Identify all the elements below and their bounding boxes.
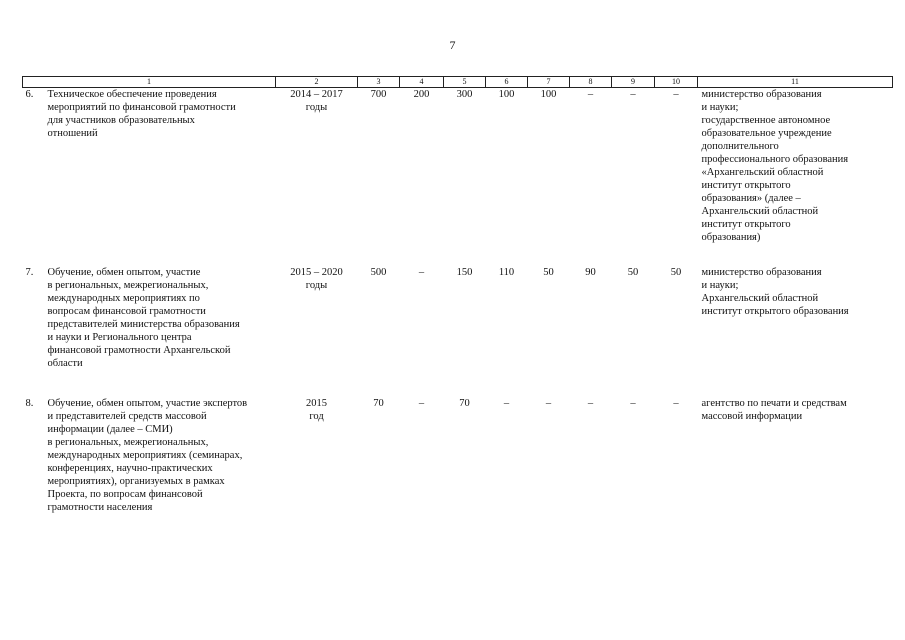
- responsible-line: Архангельский областной: [701, 206, 819, 217]
- value-col-9: –: [630, 89, 636, 100]
- value-col-3: 700: [370, 89, 387, 100]
- responsible-cell: [698, 397, 893, 527]
- description-line: в региональных, межрегиональных,: [47, 437, 209, 448]
- responsible-line: институт открытого образования: [701, 306, 849, 317]
- description-line: конференциях, научно-практических: [47, 463, 213, 474]
- value-col-9: 50: [627, 267, 639, 278]
- description-line: международных мероприятиях (семинарах,: [47, 450, 243, 461]
- period-cell: [276, 397, 358, 527]
- responsible-line: «Архангельский областной: [701, 167, 824, 178]
- value-col-10: 50: [670, 267, 682, 278]
- header-cell-5: 5: [444, 77, 486, 88]
- header-cell-3: 3: [358, 77, 400, 88]
- description-line: мероприятиях), организуемых в рамках: [47, 476, 225, 487]
- header-cell-2: 2: [276, 77, 358, 88]
- responsible-cell: [698, 88, 893, 267]
- responsible-line: Архангельский областной: [701, 293, 819, 304]
- table-row: [23, 266, 893, 397]
- description-line: для участников образовательных: [47, 115, 195, 126]
- description-line: грамотности населения: [47, 502, 153, 513]
- header-cell-10: 10: [655, 77, 698, 88]
- period-unit: годы: [305, 102, 328, 113]
- description-line: информации (далее – СМИ): [47, 424, 173, 435]
- value-col-5: 300: [456, 89, 473, 100]
- responsible-line: институт открытого: [701, 180, 791, 191]
- description-line: международных мероприятиях по: [47, 293, 200, 304]
- period-unit: годы: [305, 280, 328, 291]
- description-line: в региональных, межрегиональных,: [47, 280, 209, 291]
- header-cell-4: 4: [400, 77, 444, 88]
- period-unit: год: [309, 411, 324, 422]
- period-cell: [276, 266, 358, 397]
- value-col-7: 50: [543, 267, 554, 278]
- value-col-7: 100: [540, 89, 557, 100]
- program-table: [22, 76, 893, 527]
- responsible-line: и науки;: [701, 280, 739, 291]
- responsible-line: образовательное учреждение: [701, 128, 832, 139]
- header-cell-11: 11: [698, 77, 893, 88]
- period-cell: [276, 88, 358, 267]
- description-line: финансовой грамотности Архангельской: [47, 345, 231, 356]
- row-number: 6.: [25, 89, 34, 100]
- description-line: отношений: [47, 128, 98, 139]
- responsible-line: агентство по печати и средствам: [701, 398, 847, 409]
- value-col-9: –: [630, 398, 636, 409]
- description-line: Обучение, обмен опытом, участие: [47, 267, 201, 278]
- description-line: области: [47, 358, 83, 369]
- value-col-8: –: [587, 398, 594, 409]
- value-col-10: –: [673, 89, 679, 100]
- header-cell-8: 8: [570, 77, 612, 88]
- responsible-line: институт открытого: [701, 219, 791, 230]
- table-row: [23, 397, 893, 527]
- period-years: 2015: [306, 398, 327, 409]
- value-col-6: –: [503, 398, 510, 409]
- row-number: 7.: [25, 267, 34, 278]
- period-years: 2015 – 2020: [290, 267, 343, 278]
- value-col-6: 110: [498, 267, 515, 278]
- responsible-line: дополнительного: [701, 141, 779, 152]
- description-line: вопросам финансовой грамотности: [47, 306, 206, 317]
- responsible-line: министерство образования: [701, 267, 822, 278]
- header-cell-9: 9: [612, 77, 655, 88]
- header-cell-6: 6: [486, 77, 528, 88]
- value-col-4: 200: [413, 89, 430, 100]
- responsible-line: образования» (далее –: [701, 193, 801, 204]
- header-cell-1: 1: [23, 77, 276, 88]
- page-number: 7: [449, 38, 456, 52]
- activity-description: [48, 397, 276, 527]
- period-years: 2014 – 2017: [290, 89, 343, 100]
- activity-description: [48, 266, 276, 397]
- header-row: [23, 77, 893, 88]
- responsible-line: министерство образования: [701, 89, 822, 100]
- value-col-5: 150: [456, 267, 473, 278]
- value-col-3: 500: [370, 267, 387, 278]
- responsible-cell: [698, 266, 893, 397]
- value-col-6: 100: [498, 89, 515, 100]
- responsible-line: профессионального образования: [701, 154, 849, 165]
- description-line: и науки и Регионального центра: [47, 332, 192, 343]
- responsible-line: массовой информации: [701, 411, 803, 422]
- value-col-3: 70: [373, 398, 384, 409]
- description-line: Техническое обеспечение проведения: [47, 89, 217, 100]
- table-row: [23, 88, 893, 267]
- value-col-10: –: [673, 398, 679, 409]
- description-line: Проекта, по вопросам финансовой: [47, 489, 203, 500]
- value-col-8: –: [587, 89, 594, 100]
- description-line: Обучение, обмен опытом, участие экспертов: [47, 398, 248, 409]
- description-line: представителей министерства образования: [47, 319, 240, 330]
- responsible-line: государственное автономное: [701, 115, 831, 126]
- description-line: и представителей средств массовой: [47, 411, 207, 422]
- header-cell-7: 7: [528, 77, 570, 88]
- responsible-line: и науки;: [701, 102, 739, 113]
- activity-description: [48, 88, 276, 267]
- row-number: 8.: [25, 398, 34, 409]
- value-col-7: –: [545, 398, 552, 409]
- value-col-8: 90: [585, 267, 596, 278]
- description-line: мероприятий по финансовой грамотности: [47, 102, 236, 113]
- value-col-4: –: [418, 267, 425, 278]
- responsible-line: образования): [701, 232, 761, 243]
- value-col-4: –: [418, 398, 425, 409]
- value-col-5: 70: [459, 398, 470, 409]
